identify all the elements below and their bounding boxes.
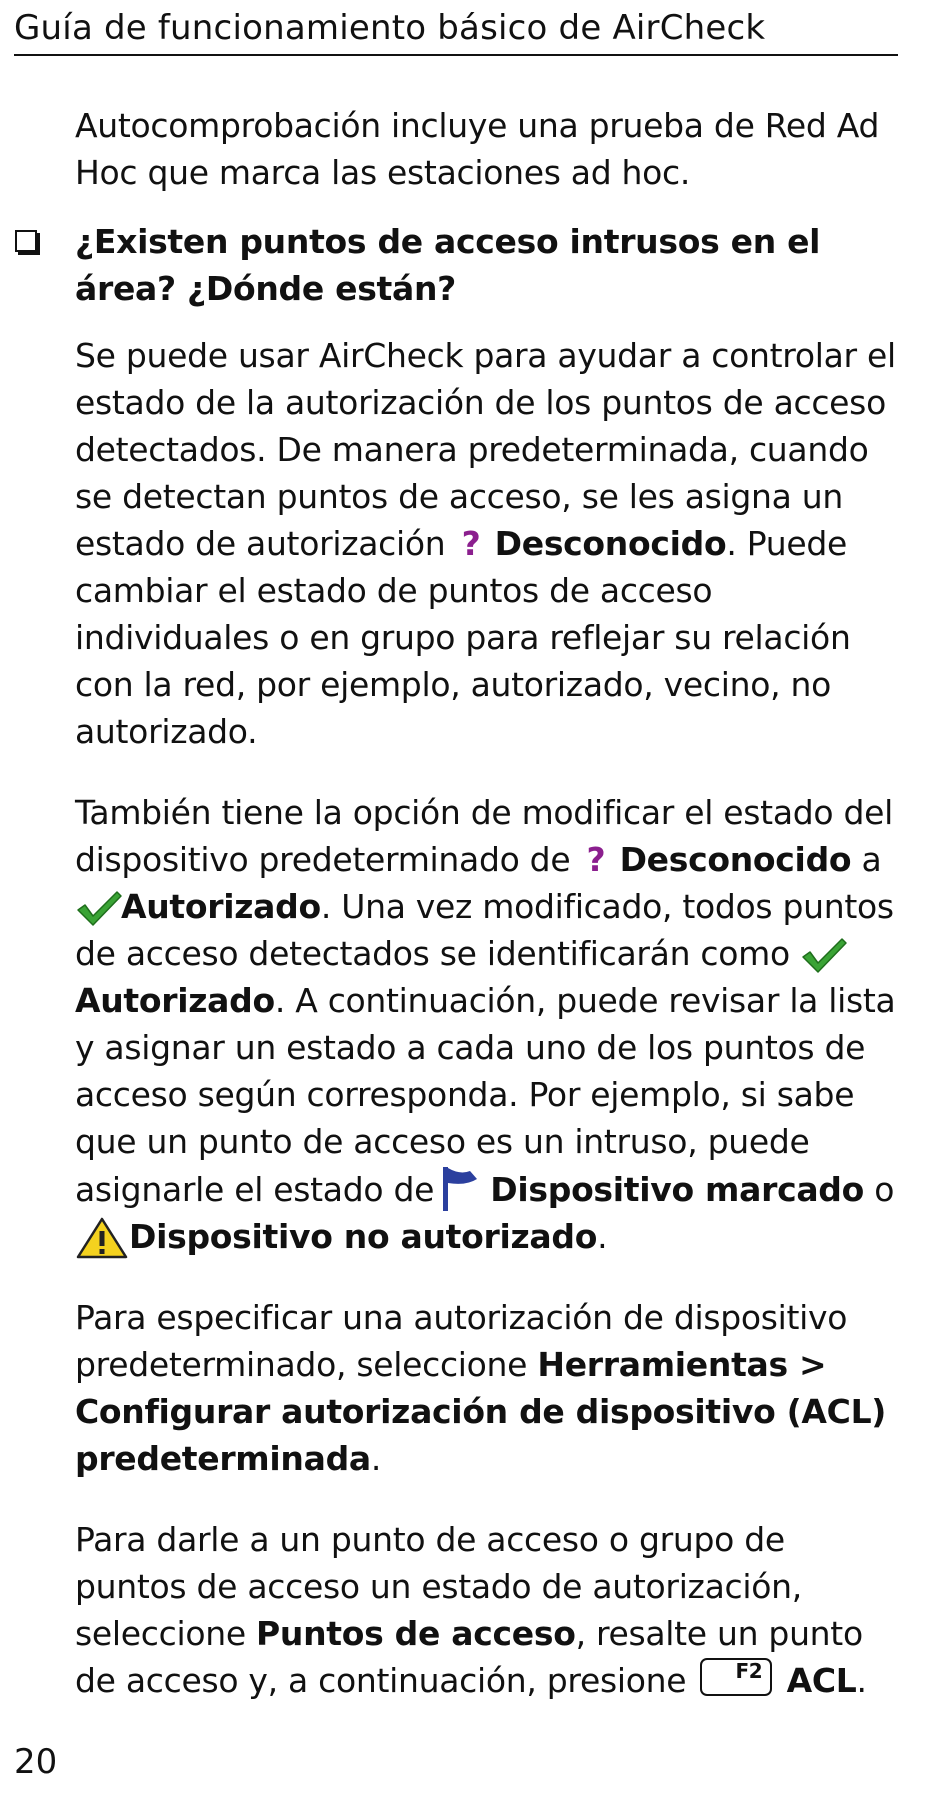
checkmark-icon bbox=[75, 888, 123, 928]
acl-label: ACL bbox=[786, 1661, 857, 1700]
page-number: 20 bbox=[14, 1742, 58, 1782]
page-content bbox=[75, 102, 905, 1738]
flagged-device-label: Dispositivo marcado bbox=[490, 1170, 865, 1209]
f2-key-label: F2 bbox=[735, 1659, 763, 1683]
warning-icon bbox=[75, 1216, 129, 1260]
para2-text-5: o bbox=[864, 1170, 895, 1209]
intro-paragraph bbox=[75, 102, 905, 196]
checkbox-bullet-icon bbox=[15, 230, 37, 252]
unauthorized-device-label: Dispositivo no autorizado bbox=[129, 1217, 598, 1256]
checkmark-icon bbox=[800, 935, 848, 975]
para4-text-1: Para darle a un punto de acceso o grupo de puntos de acceso un estado de autorización, seleccione bbox=[75, 1520, 802, 1653]
para4-text-2: , resalte un punto de acceso y, a continuación, presione bbox=[75, 1614, 863, 1700]
para2-text-4: . A continuación, puede revisar la lista y asignar un estado a cada uno de los puntos de acceso según corresponda. Por ejemplo, si sabe que un punto de acceso es un intruso, puede asignarle el estado de bbox=[75, 981, 896, 1209]
question-heading bbox=[75, 218, 905, 312]
para2-text-3: . Una vez modificado, todos puntos de acceso detectados se identificarán como bbox=[75, 887, 894, 973]
menu-path: Herramientas > Configurar autorización de dispositivo (ACL) predeterminada bbox=[75, 1345, 887, 1478]
para2-text-6: . bbox=[597, 1217, 608, 1256]
para2-text-2: a bbox=[851, 840, 882, 879]
paragraph-assign-status bbox=[75, 1516, 905, 1704]
unknown-label: Desconocido bbox=[494, 524, 727, 563]
para4-text-3: . bbox=[856, 1661, 867, 1700]
header-title: Guía de funcionamiento básico de AirCheck bbox=[14, 8, 766, 48]
unknown-status-icon: ? bbox=[461, 524, 481, 563]
unknown-label: Desconocido bbox=[619, 840, 852, 879]
unknown-status-icon: ? bbox=[586, 840, 606, 879]
question-text: ¿Existen puntos de acceso intrusos en el área? ¿Dónde están? bbox=[75, 222, 821, 308]
para3-text-1: Para especificar una autorización de dispositivo predeterminado, seleccione bbox=[75, 1298, 848, 1384]
paragraph-default-acl bbox=[75, 1294, 905, 1482]
flag-icon bbox=[440, 1165, 480, 1213]
f2-key-icon bbox=[700, 1658, 772, 1696]
authorized-label: Autorizado bbox=[121, 887, 321, 926]
para2-text-1: También tiene la opción de modificar el estado del dispositivo predeterminado de bbox=[75, 793, 893, 879]
para1-text-1: Se puede usar AirCheck para ayudar a controlar el estado de la autorización de los puntos de acceso detectados. De manera predeterminada, cuando se detectan puntos de acceso, se les asigna un estado de autorización bbox=[75, 336, 896, 563]
para1-text-2: . Puede cambiar el estado de puntos de acceso individuales o en grupo para reflejar su relación con la red, por ejemplo, autorizado, vecino, no autorizado. bbox=[75, 524, 851, 751]
authorized-label: Autorizado bbox=[75, 981, 275, 1020]
page-header bbox=[14, 6, 898, 56]
para3-text-2: . bbox=[370, 1439, 382, 1478]
access-points-label: Puntos de acceso bbox=[256, 1614, 576, 1653]
paragraph-default-status bbox=[75, 332, 905, 755]
paragraph-modify-status bbox=[75, 789, 905, 1260]
intro-text: Autocomprobación incluye una prueba de Red Ad Hoc que marca las estaciones ad hoc. bbox=[75, 106, 880, 192]
